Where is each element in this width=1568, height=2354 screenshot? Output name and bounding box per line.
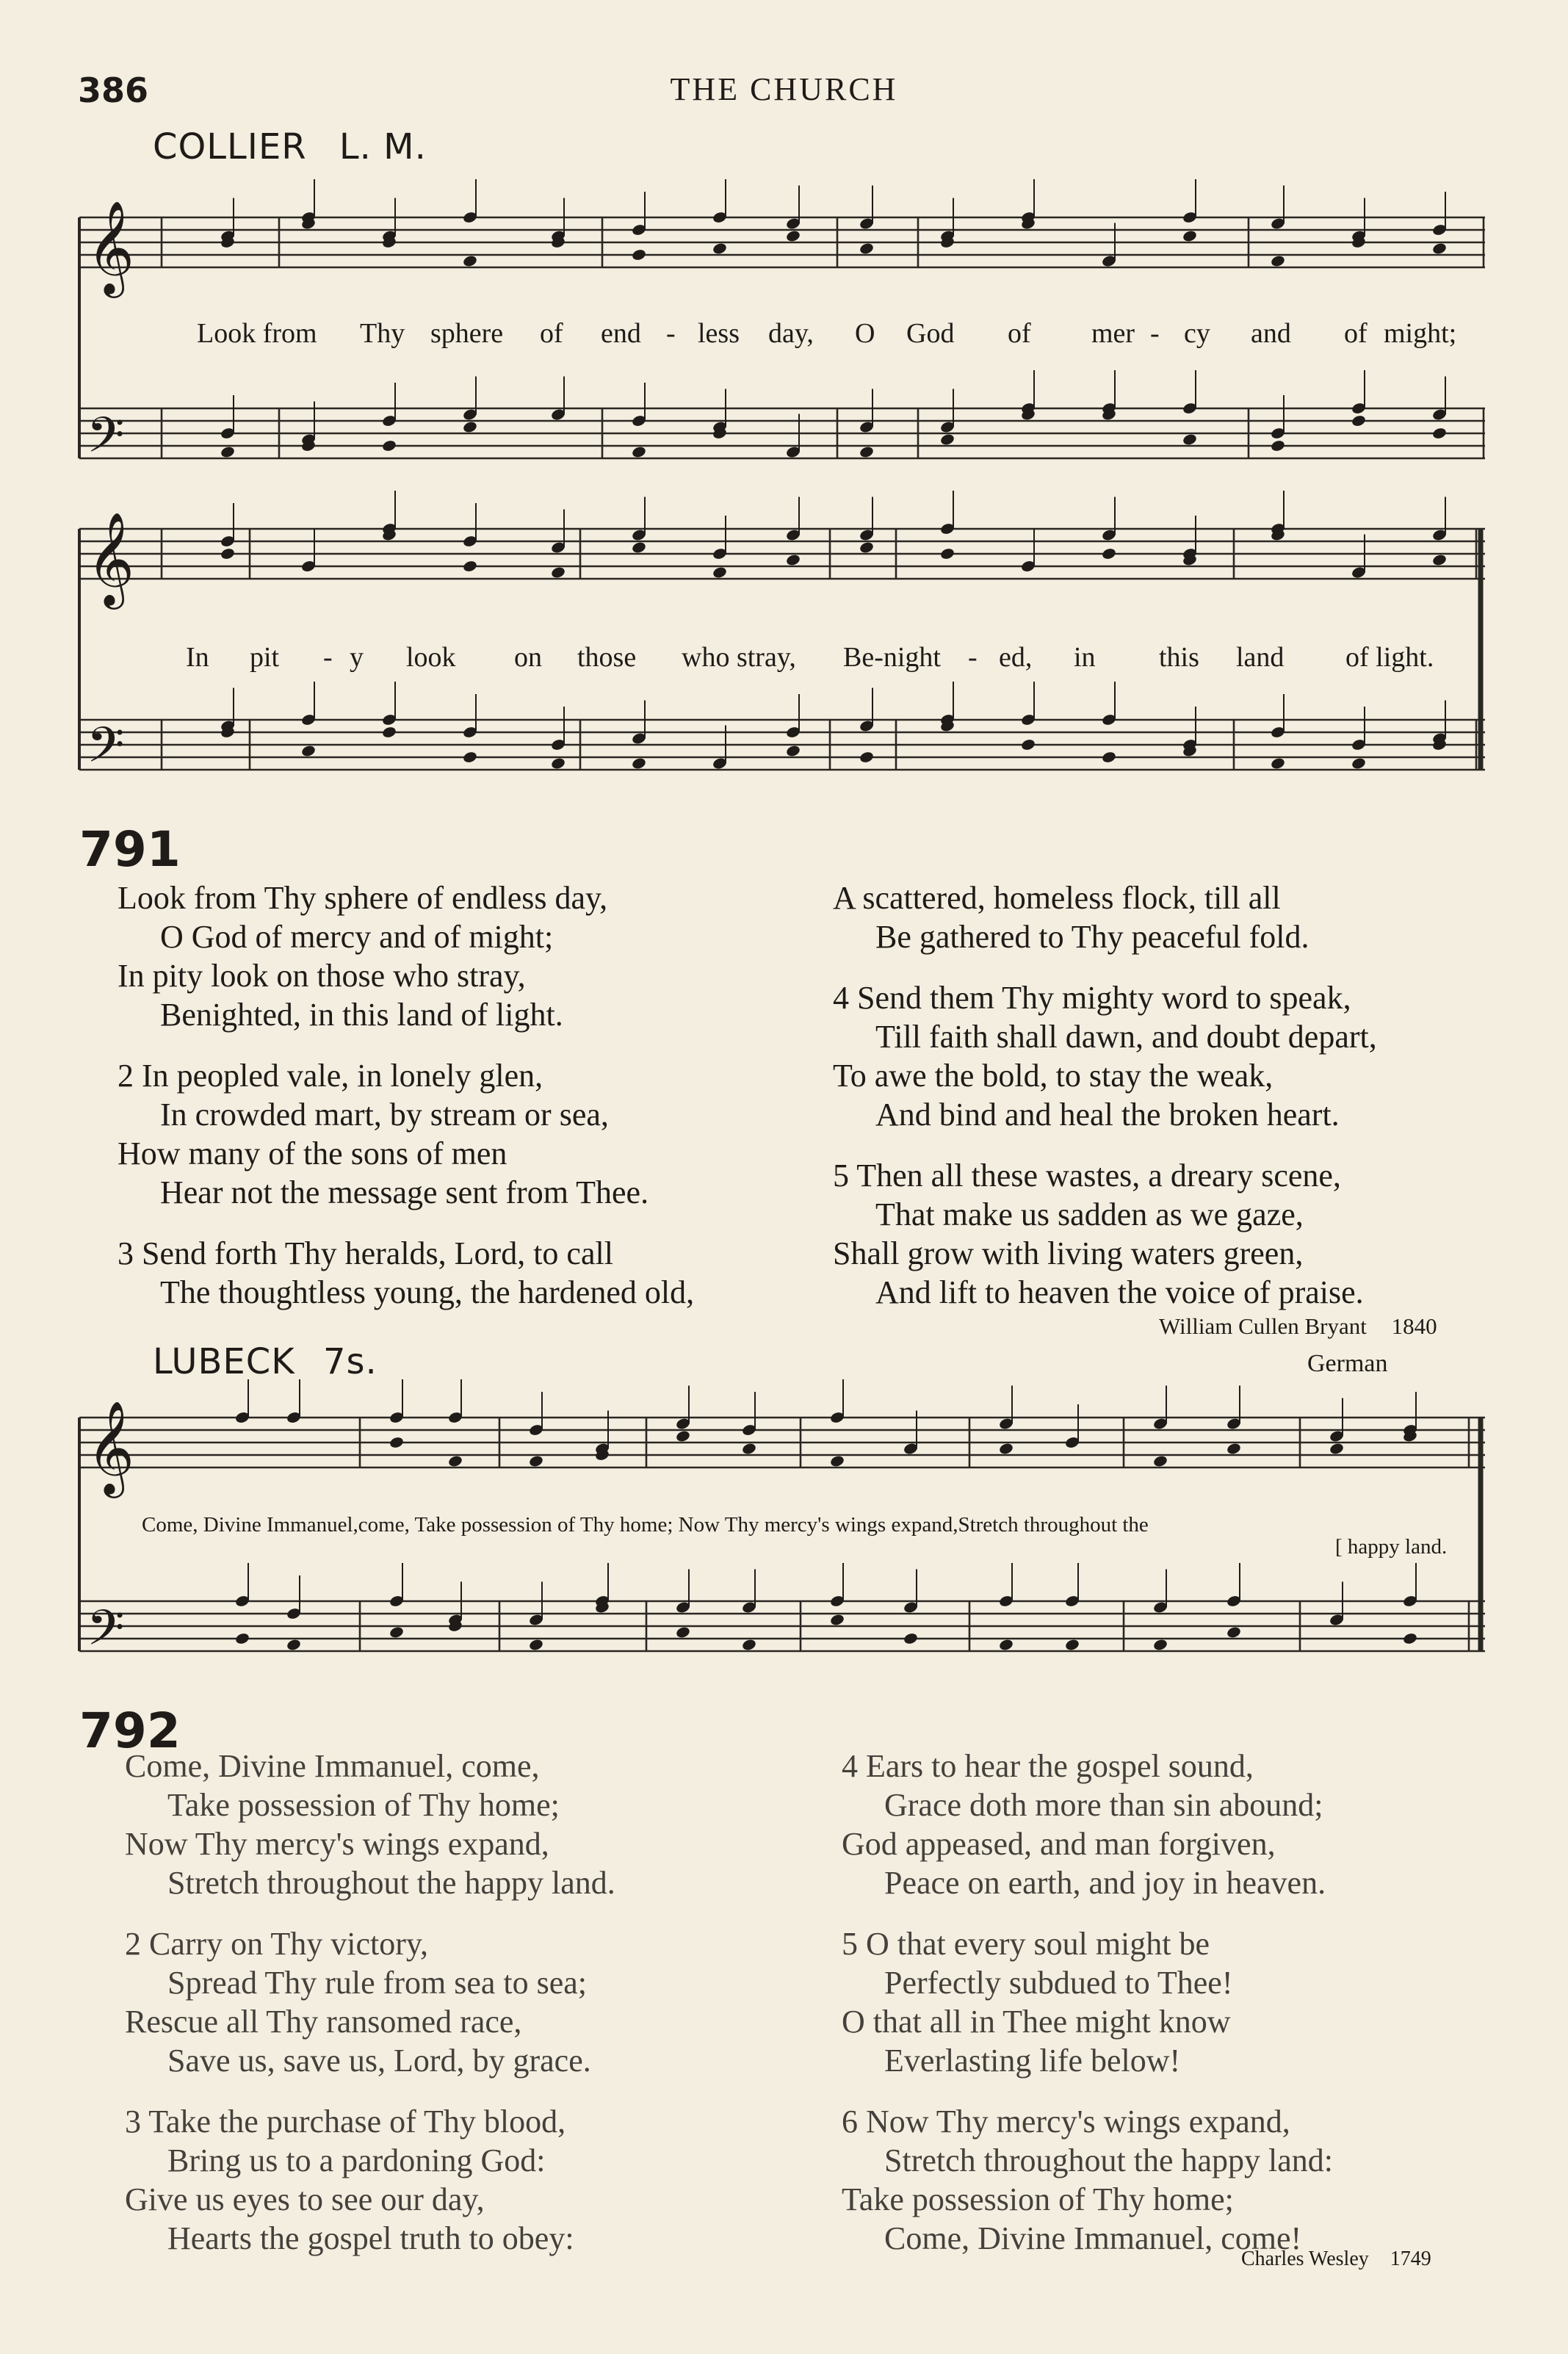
treble-clef: 𝄞 <box>87 1400 135 1494</box>
author-year: 1749 <box>1390 2248 1431 2270</box>
stanza-line: To awe the bold, to stay the weak, <box>833 1058 1273 1094</box>
tune2-lyrics: Come, Divine Immanuel,come, Take possession of Thy home; Now Thy mercy's wings expand,Stretch throughout the <box>142 1513 1149 1537</box>
note-head <box>1226 1625 1241 1639</box>
lyric-syllable: God <box>906 318 955 349</box>
lyric-syllable: look <box>406 642 456 673</box>
author-year: 1840 <box>1391 1313 1437 1339</box>
stanza-line: And lift to heaven the voice of praise. <box>875 1274 1364 1310</box>
stanza-line: Grace doth more than sin abound; <box>884 1787 1323 1823</box>
bass-clef: 𝄢 <box>87 1600 125 1668</box>
note-head <box>389 1436 404 1449</box>
lyric-syllable: - <box>323 642 333 673</box>
stanza-gap <box>842 2080 1333 2102</box>
stanza-line: Everlasting life below! <box>884 2043 1181 2079</box>
note-head <box>550 757 566 770</box>
note-head <box>389 1625 404 1639</box>
note-head <box>220 445 235 458</box>
note-head <box>550 566 566 579</box>
lyric-syllable: of <box>540 318 563 349</box>
stanza-line: O that all in Thee might know <box>842 2004 1231 2040</box>
note-head <box>741 1442 756 1455</box>
stanza-line: How many of the sons of men <box>118 1136 507 1171</box>
stanza-line: In pity look on those who stray, <box>118 958 526 994</box>
note-head <box>1351 757 1366 770</box>
note-head <box>631 541 646 554</box>
lyric-syllable: Thy <box>360 318 405 349</box>
note-head <box>1402 1632 1417 1645</box>
note-head <box>785 744 801 757</box>
hymn792-credit <box>1241 2248 1431 2271</box>
staff <box>79 682 1485 770</box>
stanza-gap <box>833 956 1377 978</box>
stanza-line: Shall grow with living waters green, <box>833 1235 1304 1271</box>
lyric-syllable: - <box>666 318 676 349</box>
lyric-syllable: who stray, <box>682 642 796 673</box>
stanza-line: O God of mercy and of might; <box>160 919 554 955</box>
lyric-syllable: In <box>186 642 209 673</box>
note-head <box>1064 1638 1080 1651</box>
lyric-syllable: - <box>1150 318 1160 349</box>
note-head <box>859 541 874 554</box>
lyric-syllable: of <box>1008 318 1031 349</box>
page-number: 386 <box>78 71 149 110</box>
author-name: Charles Wesley <box>1241 2248 1369 2270</box>
stanza-line: Bring us to a pardoning God: <box>167 2142 546 2178</box>
stanza-line: 5 Then all these wastes, a dreary scene, <box>833 1158 1341 1194</box>
bass-clef: 𝄢 <box>87 407 125 475</box>
note-head <box>381 439 397 452</box>
note-head <box>829 1613 845 1626</box>
note-head <box>998 1638 1014 1651</box>
note-head <box>785 229 801 242</box>
lyric-syllable: and <box>1251 318 1291 349</box>
note-head <box>381 726 397 739</box>
section-title: THE CHURCH <box>670 71 898 107</box>
note-head <box>1351 414 1366 427</box>
stanza-line: Take possession of Thy home; <box>842 2181 1234 2217</box>
lyric-syllable: of light. <box>1345 642 1434 673</box>
stanza-line: 2 Carry on Thy victory, <box>125 1926 429 1962</box>
note-head <box>903 1632 918 1645</box>
stanza-line: A scattered, homeless flock, till all <box>833 880 1281 916</box>
tune-name: COLLIER <box>153 126 307 167</box>
note-head <box>447 1454 463 1467</box>
note-head <box>631 757 646 770</box>
stanza-gap <box>118 1034 694 1056</box>
note-head <box>939 433 955 446</box>
stanza-line: Come, Divine Immanuel, come! <box>884 2220 1302 2256</box>
note-head <box>1270 757 1285 770</box>
tune2-lyrics-overflow: [ happy land. <box>1335 1535 1448 1559</box>
lyric-syllable: end <box>601 318 641 349</box>
lyric-syllable: on <box>514 642 542 673</box>
tune-name-collier <box>153 126 427 167</box>
stanza-line: That make us sadden as we gaze, <box>875 1196 1304 1232</box>
stanza-gap <box>833 1134 1377 1156</box>
note-head <box>631 248 646 261</box>
stanza-gap <box>125 2080 615 2102</box>
staff <box>79 1379 1485 1468</box>
tune-meter: 7s. <box>323 1341 377 1382</box>
stanza-line: Be gathered to Thy peaceful fold. <box>875 919 1309 955</box>
treble-clef: 𝄞 <box>87 200 135 294</box>
lyric-syllable: y <box>350 642 364 673</box>
treble-clef: 𝄞 <box>87 511 135 605</box>
stanza-line: Give us eyes to see our day, <box>125 2181 485 2217</box>
note-head <box>1182 433 1197 446</box>
note-head <box>1101 751 1116 764</box>
note-head <box>462 420 477 433</box>
stanza-line: The thoughtless young, the hardened old, <box>160 1274 695 1310</box>
stanza-line: God appeased, and man forgiven, <box>842 1826 1276 1862</box>
stanza-line: 3 Take the purchase of Thy blood, <box>125 2104 566 2140</box>
lyric-syllable: ed, <box>999 642 1033 673</box>
note-head <box>462 751 477 764</box>
lyric-syllable: - <box>968 642 978 673</box>
staff <box>79 370 1485 459</box>
lyric-syllable: O <box>855 318 875 349</box>
note-head <box>528 1638 543 1651</box>
stanza-line: Come, Divine Immanuel, come, <box>125 1748 540 1784</box>
note-head <box>675 1625 690 1639</box>
hymn791-right-column <box>833 878 1377 1312</box>
note-head <box>712 566 727 579</box>
note-head <box>741 1638 756 1651</box>
note-head <box>1152 1454 1168 1467</box>
lyric-syllable: sphere <box>430 318 504 349</box>
hymn-number-791: 791 <box>79 821 181 878</box>
stanza-gap <box>125 1902 615 1924</box>
lyric-syllable: day, <box>768 318 814 349</box>
note-head <box>939 547 955 560</box>
lyric-syllable: might; <box>1384 318 1457 349</box>
stanza-gap <box>842 1902 1333 1924</box>
lyric-syllable: those <box>577 642 637 673</box>
note-head <box>1431 553 1447 566</box>
note-head <box>712 242 727 255</box>
lyric-syllable: pit <box>250 642 280 673</box>
hymn791-left-column <box>118 878 694 1312</box>
stanza-line: And bind and heal the broken heart. <box>875 1097 1340 1133</box>
note-head <box>785 553 801 566</box>
tune-origin: German <box>1307 1350 1388 1377</box>
stanza-line: Benighted, in this land of light. <box>160 997 563 1033</box>
note-head <box>1431 427 1447 440</box>
note-head <box>462 254 477 267</box>
note-head <box>462 560 477 573</box>
stanza-line: 2 In peopled vale, in lonely glen, <box>118 1058 543 1094</box>
note-head <box>859 242 874 255</box>
note-head <box>829 1454 845 1467</box>
staff <box>79 1563 1485 1652</box>
stanza-line: Hear not the message sent from Thee. <box>160 1174 649 1210</box>
note-head <box>1020 738 1036 751</box>
stanza-line: Stretch throughout the happy land. <box>167 1865 615 1901</box>
note-head <box>675 1429 690 1443</box>
note-head <box>1329 1442 1344 1455</box>
note-head <box>631 445 646 458</box>
stanza-line: Save us, save us, Lord, by grace. <box>167 2043 591 2079</box>
note-head <box>286 1638 301 1651</box>
note-head <box>998 1442 1014 1455</box>
lyric-syllable: of <box>1344 318 1368 349</box>
hymn792-left-column <box>125 1747 615 2258</box>
lyric-syllable: Be-night <box>843 642 941 673</box>
tune-name-lubeck <box>153 1341 377 1382</box>
hymn-number-792: 792 <box>79 1703 181 1759</box>
staff <box>79 491 1485 580</box>
staff <box>79 179 1485 268</box>
stanza-line: Rescue all Thy ransomed race, <box>125 2004 522 2040</box>
hymn791-credit <box>1159 1313 1437 1340</box>
stanza-line: 3 Send forth Thy heralds, Lord, to call <box>118 1235 613 1271</box>
stanza-line: 4 Ears to hear the gospel sound, <box>842 1748 1254 1784</box>
note-head <box>528 1454 543 1467</box>
note-head <box>220 547 235 560</box>
tune-name: LUBECK <box>153 1341 295 1382</box>
stanza-line: 4 Send them Thy mighty word to speak, <box>833 980 1351 1016</box>
note-head <box>859 445 874 458</box>
note-head <box>1101 547 1116 560</box>
note-head <box>1431 242 1447 255</box>
lyric-syllable: land <box>1236 642 1285 673</box>
stanza-line: Look from Thy sphere of endless day, <box>118 880 608 916</box>
music-system-collier-1 <box>0 198 1568 785</box>
bass-clef: 𝄢 <box>87 717 125 785</box>
stanza-line: Spread Thy rule from sea to sea; <box>167 1965 588 2001</box>
note-head <box>1270 439 1285 452</box>
hymn792-right-column <box>842 1747 1333 2258</box>
note-head <box>1182 229 1197 242</box>
stanza-gap <box>118 1212 694 1234</box>
note-head <box>1226 1442 1241 1455</box>
stanza-line: In crowded mart, by stream or sea, <box>160 1097 609 1133</box>
tune1-lyrics-line-1 <box>0 317 1568 354</box>
note-head <box>859 751 874 764</box>
stanza-line: 6 Now Thy mercy's wings expand, <box>842 2104 1290 2140</box>
stanza-line: Stretch throughout the happy land: <box>884 2142 1333 2178</box>
lyric-syllable: less <box>698 318 740 349</box>
author-name: William Cullen Bryant <box>1159 1313 1367 1339</box>
note-head <box>234 1632 250 1645</box>
lyric-syllable: Look from <box>197 318 317 349</box>
note-head <box>1152 1638 1168 1651</box>
stanza-line: Now Thy mercy's wings expand, <box>125 1826 549 1862</box>
stanza-line: 5 O that every soul might be <box>842 1926 1210 1962</box>
tune-meter: L. M. <box>339 126 427 167</box>
lyric-syllable: this <box>1159 642 1199 673</box>
stanza-line: Hearts the gospel truth to obey: <box>167 2220 574 2256</box>
tune1-lyrics-line-2 <box>0 641 1568 678</box>
lyric-syllable: in <box>1074 642 1096 673</box>
lyric-syllable: cy <box>1184 318 1210 349</box>
note-head <box>1270 254 1285 267</box>
stanza-line: Peace on earth, and joy in heaven. <box>884 1865 1326 1901</box>
stanza-line: Perfectly subdued to Thee! <box>884 1965 1233 2001</box>
note-head <box>300 744 316 757</box>
lyric-syllable: mer <box>1091 318 1135 349</box>
stanza-line: Take possession of Thy home; <box>167 1787 560 1823</box>
stanza-line: Till faith shall dawn, and doubt depart, <box>875 1019 1377 1055</box>
